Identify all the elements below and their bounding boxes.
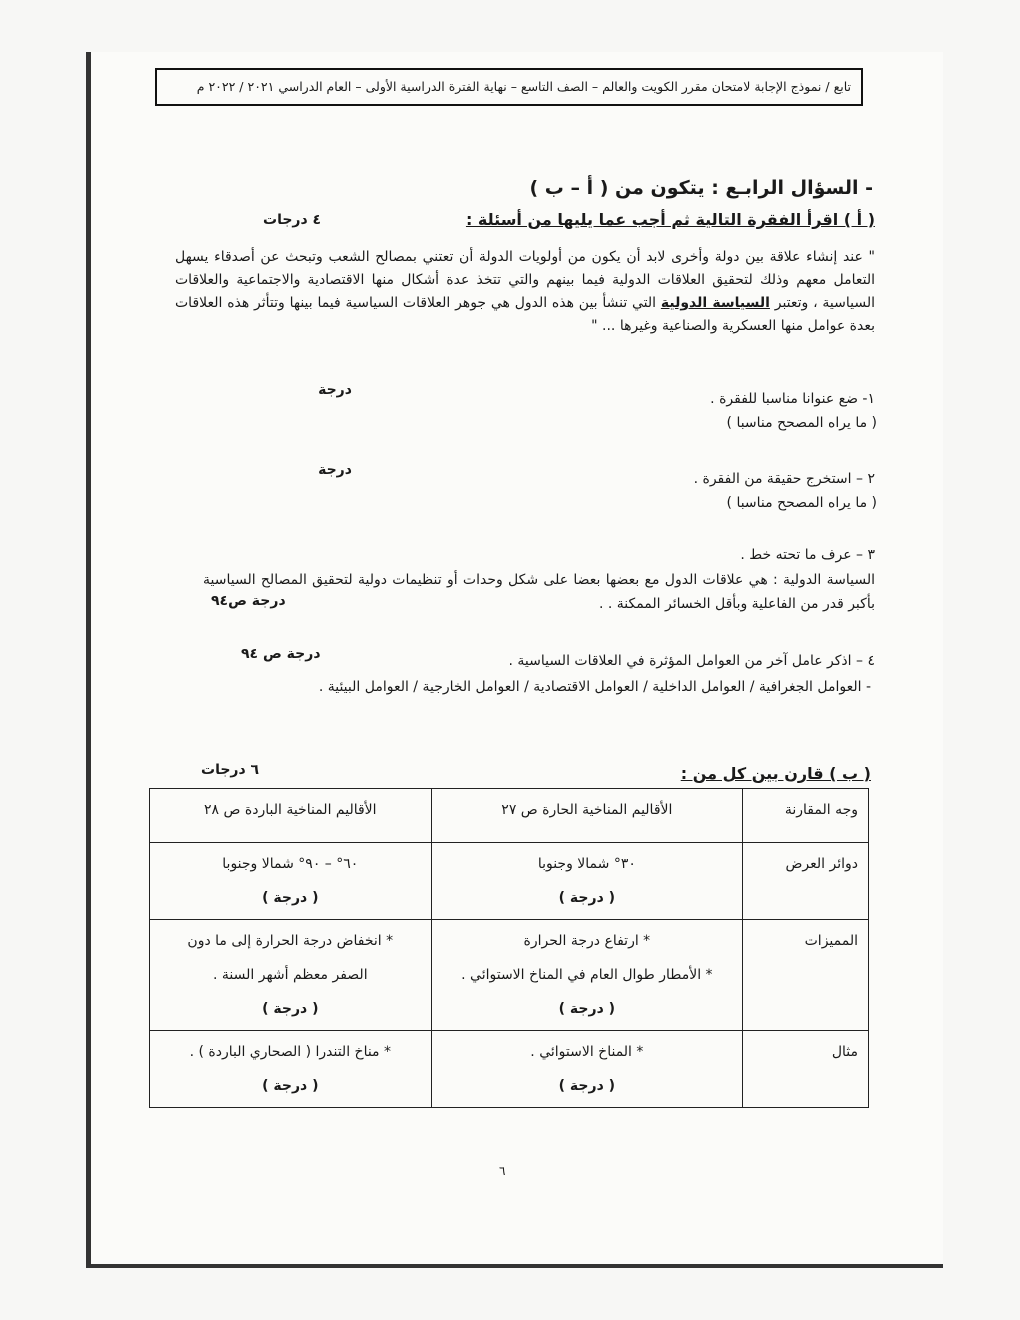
cell-text: * ارتفاع درجة الحرارة: [523, 933, 651, 949]
question-2: ٢ – استخرج حقيقة من الفقرة .: [693, 471, 875, 487]
cell-hot-latitudes: [431, 843, 743, 920]
cell-hot-example: [431, 1031, 743, 1108]
comparison-table: [149, 788, 869, 1108]
cell-text: * الأمطار طوال العام في المناخ الاستوائي .: [461, 967, 713, 983]
grade-label: ( درجة ): [262, 890, 319, 906]
passage-underlined-term: السياسة الدولية: [660, 295, 770, 311]
question-3-mark: درجة ص٩٤: [211, 593, 286, 609]
grade-label: ( درجة ): [558, 890, 616, 906]
cell-text: * المناخ الاستوائي .: [530, 1044, 644, 1060]
question-2-answer: ( ما يراه المصحح مناسبا ): [726, 495, 877, 511]
row-label-example: مثال: [743, 1031, 869, 1108]
grade-label: ( درجة ): [558, 1078, 616, 1094]
question-1-mark: درجة: [318, 382, 352, 398]
row-label-features: المميزات: [743, 920, 869, 1031]
part-a-heading: ( أ ) اقرأ الفقرة التالية ثم أجب عما يليها من أسئلة :: [465, 210, 875, 229]
table-row: [150, 920, 869, 1031]
cell-text: ٦٠° – ٩٠° شمالا وجنوبا: [222, 856, 359, 872]
question-2-mark: درجة: [318, 462, 352, 478]
question-4: ٤ – اذكر عامل آخر من العوامل المؤثرة في العلاقات السياسية .: [508, 653, 875, 669]
grade-label: ( درجة ): [262, 1001, 319, 1017]
question-4-answer: - العوامل الجغرافية / العوامل الداخلية / العوامل الاقتصادية / العوامل الخارجية / العوامل البيئية .: [318, 679, 871, 695]
part-a-marks: ٤ درجات: [263, 212, 322, 228]
cell-text: ٣٠° شمالا وجنوبا: [537, 856, 636, 872]
page-number: ٦: [499, 1164, 506, 1178]
cell-text: * مناخ التندرا ( الصحاري الباردة ) .: [189, 1044, 392, 1060]
table-row: [150, 1031, 869, 1108]
row-label-latitudes: دوائر العرض: [743, 843, 869, 920]
part-b-marks: ٦ درجات: [201, 762, 260, 778]
header-cold-regions: الأقاليم المناخية الباردة ص ٢٨: [150, 789, 432, 843]
grade-label: ( درجة ): [558, 1001, 616, 1017]
question-1-answer: ( ما يراه المصحح مناسبا ): [726, 415, 877, 431]
cell-cold-latitudes: [150, 843, 432, 920]
question-1: ١- ضع عنوانا مناسبا للفقرة .: [710, 391, 875, 407]
question-3: ٣ – عرف ما تحته خط .: [740, 547, 875, 563]
cell-cold-features: [150, 920, 432, 1031]
cell-hot-features: [431, 920, 743, 1031]
exam-page: [86, 52, 943, 1268]
cell-cold-example: [150, 1031, 432, 1108]
header-comparison-aspect: وجه المقارنة: [743, 789, 869, 843]
question-title: - السؤال الرابـع : يتكون من ( أ – ب ): [529, 177, 873, 199]
passage: [175, 246, 875, 338]
part-b-heading: ( ب ) قارن بين كل من :: [680, 764, 871, 783]
cell-text: الصفر معظم أشهر السنة .: [213, 967, 368, 983]
passage-text-after: التي تنشأ بين هذه الدول هي جوهر العلاقات السياسية فيما بينها وتتأثر هذه العلاقات بعدة عوامل منها العسكرية والصناعية وغيرها ... ": [175, 295, 875, 334]
table-row: [150, 843, 869, 920]
passage-text-before: " عند إنشاء علاقة بين دولة وأخرى لابد أن يكون من أولويات الدولة أن تعتني بمصالح الشعب وتبحث عن أصدقاء يسهل التعامل معهم وذلك لتحقيق العلاقات الدولية فيما بينهم والتي تتخذ عدة أشكال منها الاقتصادية والاجتماعية والعلاقات السياسية ، وتعتبر: [175, 249, 876, 311]
cell-text: * انخفاض درجة الحرارة إلى ما دون: [187, 933, 394, 949]
grade-label: ( درجة ): [262, 1078, 319, 1094]
page-header: تابع / نموذج الإجابة لامتحان مقرر الكويت والعالم – الصف التاسع – نهاية الفترة الدراسية الأولى – العام الدراسي ٢٠٢١ / ٢٠٢٢ م: [155, 68, 863, 106]
question-3-answer: السياسة الدولية : هي علاقات الدول مع بعضها بعضا على شكل وحدات أو تنظيمات دولية لتحقيق المصالح السياسية بأكبر قدر من الفاعلية وبأقل الخسائر الممكنة . .: [203, 572, 875, 612]
question-4-mark: درجة ص ٩٤: [241, 646, 321, 662]
header-hot-regions: الأقاليم المناخية الحارة ص ٢٧: [431, 789, 743, 843]
table-header-row: [150, 789, 869, 843]
